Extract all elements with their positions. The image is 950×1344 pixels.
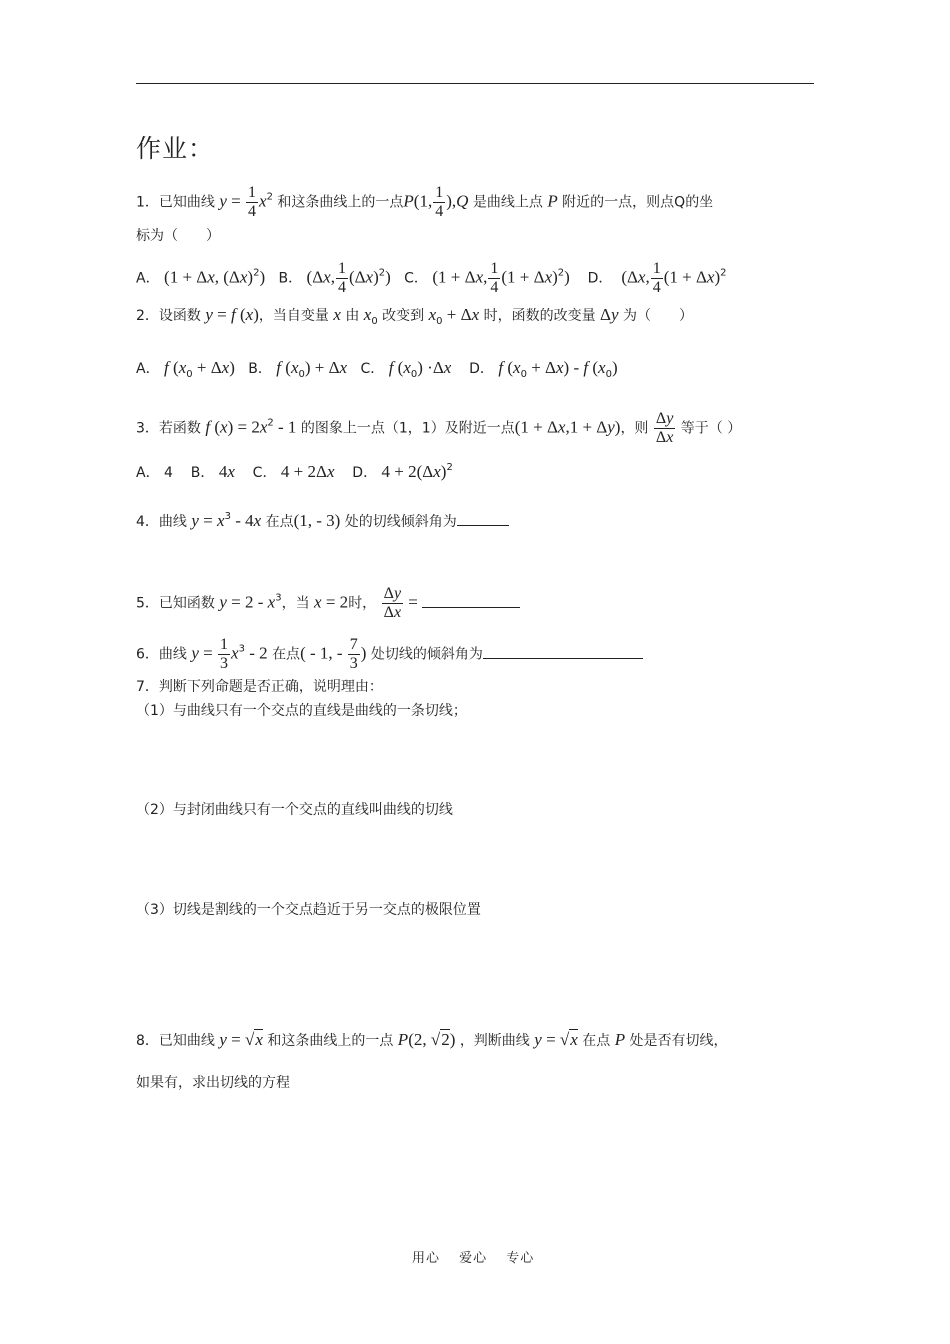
question-5: 5．已知函数 $y = 2 - x^3$，当 x = 2时， $\frac{\Delta y}{\Delta x}$ = [136, 585, 520, 622]
header-rule [136, 83, 814, 84]
question-8-line2: 如果有，求出切线的方程 [136, 1075, 290, 1091]
question-8: 8．已知曲线 y = √x 和这条曲线上的一点 P(2, √2) ，判断曲线 y = √x 在点 P 处是否有切线， [136, 1030, 728, 1049]
question-2: 2．设函数 y = f (x)，当自变量 x 由 $x_0$ 改变到 $x_0 + \Delta x$ 时，函数的改变量 Δy 为（ ） [136, 305, 693, 327]
question-3-options: A． 4 B． 4x C． 4 + 2Δx D． $4 + 2(\Delta x)^2$ [136, 462, 453, 481]
answer-blank-6[interactable] [483, 644, 643, 659]
page-title: 作业： [136, 134, 215, 163]
question-7-head: 7．判断下列命题是否正确，说明理由： [136, 679, 383, 695]
question-1: 1．已知曲线 y = $\frac{1}{4}$ $x^2$ 和这条曲线上的一点P(1, $\frac{1}{4}$ ),Q 是曲线上点 P 附近的一点，则点Q的坐 [136, 184, 714, 220]
question-6: 6．曲线 y = $\frac{1}{3}$ $x^3 - 2$ 在点( - 1, - $\frac{7}{3}$ ) 处切线的倾斜角为 [136, 636, 643, 673]
question-2-options: A． f $(x_0 + \Delta x)$ B． f $(x_0) + \Delta x$ C． f $(x_0) \cdot\Delta x$ D． f $(x_0 + \Delta x) - f$ $(x_0)$ [136, 358, 618, 380]
question-7-statement-1: （1）与曲线只有一个交点的直线是曲线的一条切线； [136, 703, 467, 719]
question-1-options: A． (1 + Δx, $(\Delta x)^2$) B． (Δx, $\frac{1}{4}$ $(\Delta x)^2$) C． (1 + Δx, $\frac{1}{4}$ $(1 + \Delta x)^2$) D． (Δx, $\frac{1}{4}$ $(1 + \Delta x)^2$ [136, 260, 727, 296]
question-3: 3．若函数 f $(x) = 2x^2 - 1$ 的图象上一点（1，1）及附近一点(1 + Δx,1 + Δy)，则 $\frac{\Delta y}{\Delta x}$ 等于（ ） [136, 410, 742, 446]
question-1-line2: 标为（ ） [136, 228, 220, 244]
question-7-statement-2: （2）与封闭曲线只有一个交点的直线叫曲线的切线 [136, 802, 453, 818]
answer-blank-4[interactable] [457, 511, 509, 526]
answer-blank-5[interactable] [422, 593, 520, 608]
question-4: 4．曲线 $y = x^3 - 4x$ 在点(1, - 3) 处的切线倾斜角为 [136, 507, 509, 532]
page-footer: 用心 爱心 专心 [412, 1251, 535, 1266]
question-7-statement-3: （3）切线是割线的一个交点趋近于另一交点的极限位置 [136, 902, 481, 918]
